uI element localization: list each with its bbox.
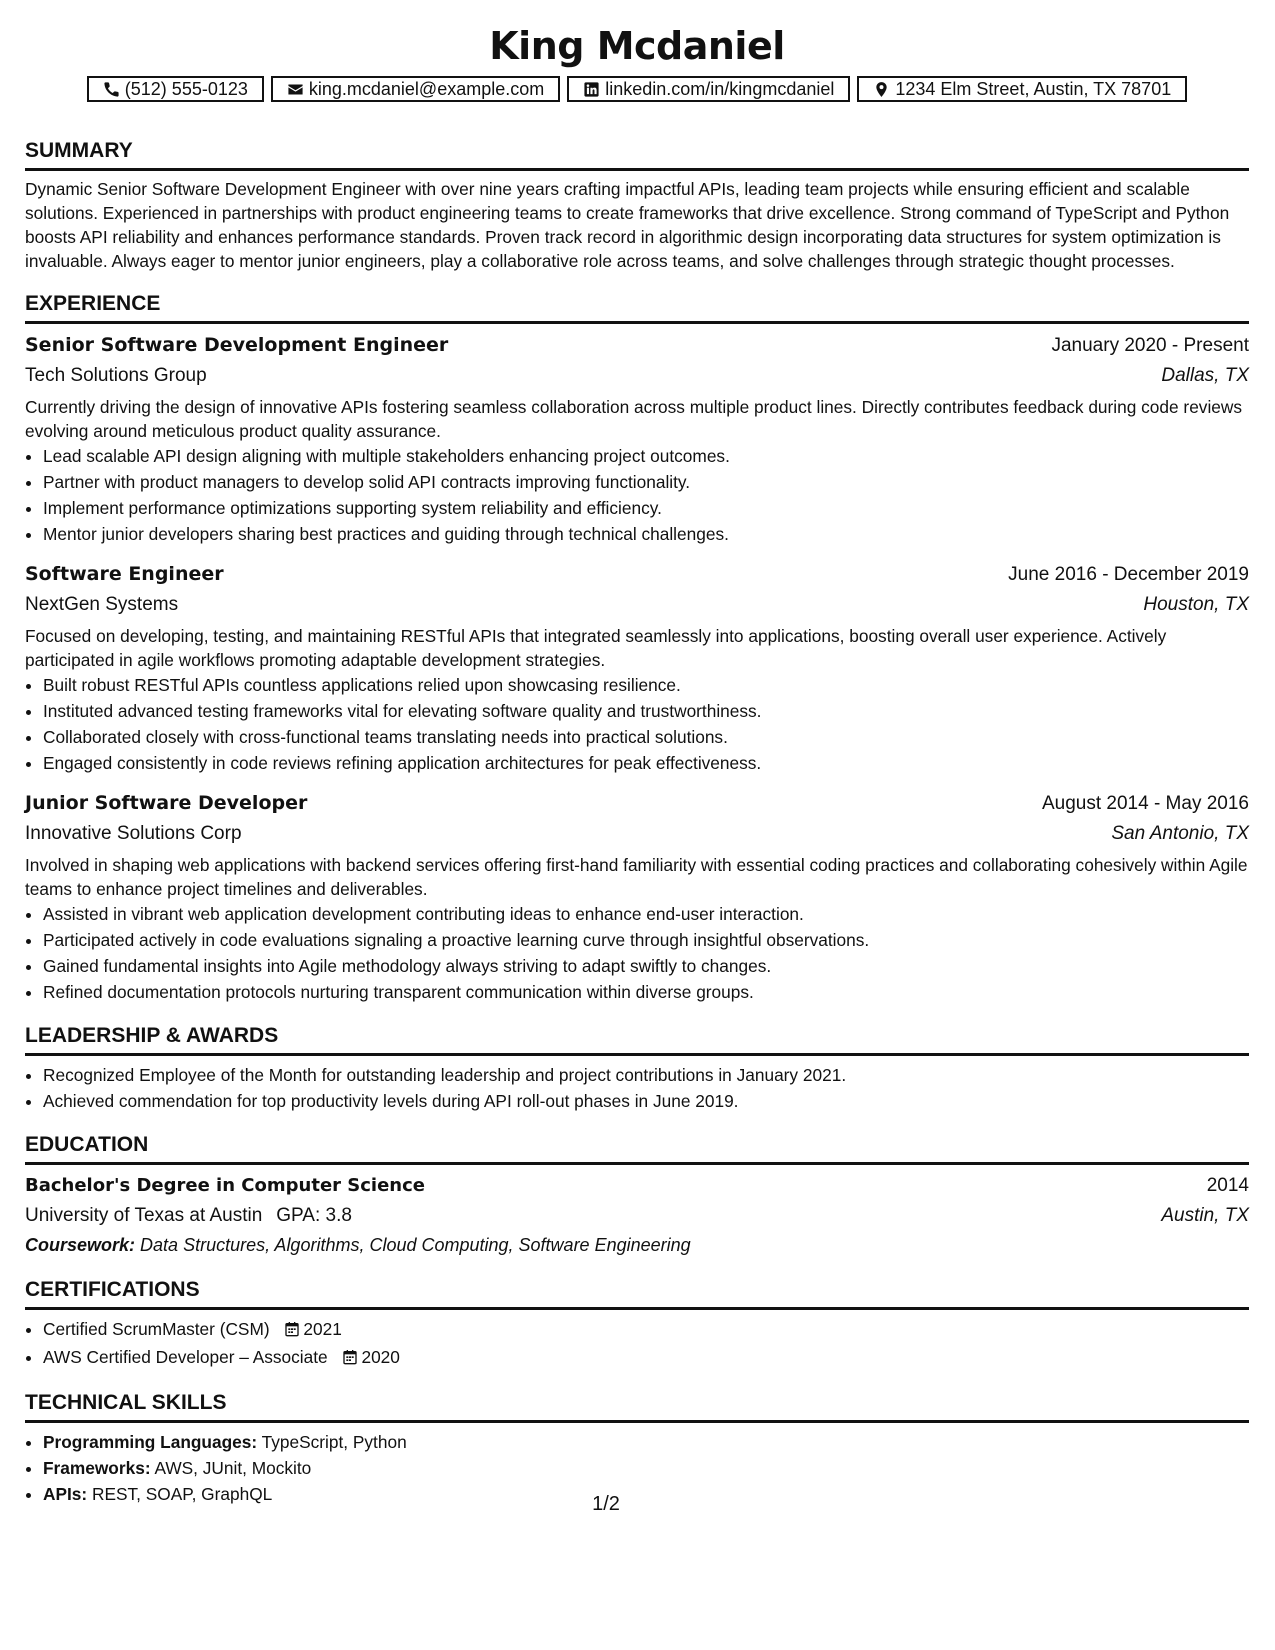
map-marker-icon [873,81,890,98]
education-section [25,1132,1249,1259]
linkedin-icon [583,81,600,98]
job-dates: August 2014 - May 2016 [1041,793,1249,814]
list-item: • Collaborated closely with cross-functional teams translating needs into practical solutions. [43,724,1249,750]
section-title-skills: TECHNICAL SKILLS [25,1390,1249,1423]
list-item [43,1455,1249,1481]
job-description: Involved in shaping web applications with backend services offering first-hand familiarity with essential coding practices and collaborating cohesively within Agile teams to enhance project timelines and deliverables. [25,855,1248,899]
section-title-leadership: LEADERSHIP & AWARDS [25,1023,1249,1056]
job-bullets [25,443,1249,547]
section-title-summary: SUMMARY [25,138,1249,171]
contact-phone-text: (512) 555-0123 [124,78,248,99]
skills-section [25,1390,1249,1507]
skill-value: TypeScript, Python [261,1432,407,1452]
job-company: NextGen Systems [25,594,179,615]
coursework-list: Data Structures, Algorithms, Cloud Computing, Software Engineering [140,1235,691,1255]
skill-label: Programming Languages: [43,1432,258,1452]
skill-value: AWS, JUnit, Mockito [154,1458,312,1478]
list-item [43,1429,1249,1455]
resume-page [25,22,1249,1507]
list-item: • Built robust RESTful APIs countless applications relied upon showcasing resilience. [43,672,1249,698]
cert-name: AWS Certified Developer – Associate [43,1347,328,1367]
education-location: Austin, TX [1161,1205,1249,1226]
envelope-icon [287,81,304,98]
job-location: San Antonio, TX [1111,823,1249,844]
list-item: • Recognized Employee of the Month for outstanding leadership and project contributions in January 2021. [43,1062,1249,1088]
contact-linkedin[interactable] [567,76,850,102]
certifications-section [25,1277,1249,1372]
list-item [43,1344,1249,1372]
contact-address[interactable] [857,76,1187,102]
job-description: Focused on developing, testing, and maintaining RESTful APIs that integrated seamlessly into applications, boosting overall user experience. Actively participated in agile workflows promoting adaptable development strategies. [25,626,1167,670]
section-title-education: EDUCATION [25,1132,1249,1165]
cert-name: Certified ScrumMaster (CSM) [43,1319,270,1339]
education-year: 2014 [1206,1175,1249,1196]
contact-bar [25,76,1249,102]
job-title: Junior Software Developer [25,792,308,814]
job-bullets [25,672,1249,776]
section-title-certifications: CERTIFICATIONS [25,1277,1249,1310]
coursework-label: Coursework: [25,1235,136,1255]
phone-icon [103,81,120,98]
experience-section [25,291,1249,1005]
job-location: Dallas, TX [1161,365,1249,386]
list-item: • Achieved commendation for top productivity levels during API roll-out phases in June 2019. [43,1088,1249,1114]
list-item: • Participated actively in code evaluations signaling a proactive learning curve through insightful observations. [43,927,1249,953]
list-item: • Engaged consistently in code reviews refining application architectures for peak effectiveness. [43,750,1249,776]
job-title: Senior Software Development Engineer [25,334,449,356]
job-title: Software Engineer [25,563,224,585]
job-location: Houston, TX [1143,594,1249,615]
contact-phone[interactable] [87,76,264,102]
cert-year: 2021 [303,1319,342,1339]
leadership-list [25,1062,1249,1114]
job-company: Innovative Solutions Corp [25,823,242,844]
job-entry [25,559,1249,776]
calendar-icon [284,1318,300,1344]
job-bullets [25,901,1249,1005]
list-item: • Gained fundamental insights into Agile methodology always striving to adapt swiftly to changes. [43,953,1249,979]
list-item: • Partner with product managers to develop solid API contracts improving functionality. [43,469,1249,495]
education-school: University of Texas at Austin [25,1205,263,1226]
list-item: • Refined documentation protocols nurturing transparent communication within diverse groups. [43,979,1249,1005]
contact-email-text: king.mcdaniel@example.com [308,78,545,99]
contact-address-text: 1234 Elm Street, Austin, TX 78701 [895,78,1172,99]
skill-label: Frameworks: [43,1458,151,1478]
list-item: • Mentor junior developers sharing best practices and guiding through technical challenges. [43,521,1249,547]
education-gpa: GPA: 3.8 [276,1205,352,1226]
skill-value: REST, SOAP, GraphQL [92,1484,273,1504]
job-dates: June 2016 - December 2019 [1008,564,1249,585]
list-item: • Implement performance optimizations supporting system reliability and efficiency. [43,495,1249,521]
page-number: 1/2 [592,1493,620,1515]
education-degree: Bachelor's Degree in Computer Science [25,1175,425,1196]
cert-year: 2020 [361,1347,400,1367]
contact-email[interactable] [271,76,560,102]
skill-label: APIs: [43,1484,88,1504]
list-item: • Instituted advanced testing frameworks vital for elevating software quality and trustworthiness. [43,698,1249,724]
leadership-section [25,1023,1249,1114]
job-company: Tech Solutions Group [25,365,207,386]
list-item [43,1316,1249,1344]
education-coursework [25,1231,1249,1259]
contact-linkedin-text: linkedin.com/in/kingmcdaniel [605,78,835,99]
certifications-list [25,1316,1249,1372]
job-entry [25,330,1249,547]
list-item: • Assisted in vibrant web application development contributing ideas to enhance end-user interaction. [43,901,1249,927]
candidate-name: King Mcdaniel [489,24,785,68]
section-title-experience: EXPERIENCE [25,291,1249,324]
job-dates: January 2020 - Present [1051,335,1249,356]
calendar-icon [342,1346,358,1372]
summary-text: Dynamic Senior Software Development Engineer with over nine years crafting impactful APIs, leading team projects while ensuring efficient and scalable solutions. Experienced in partnerships with product engineering teams to create frameworks that drive excellence. Strong command of TypeScript and Python boosts API reliability and enhances performance standards. Proven track record in algorithmic design incorporating data structures for system optimization is invaluable. Always eager to mentor junior engineers, play a collaborative role across teams, and solve challenges through strategic thought processes. [25,179,1230,271]
summary-section [25,138,1249,273]
job-entry [25,788,1249,1005]
job-description: Currently driving the design of innovative APIs fostering seamless collaboration across multiple product lines. Directly contributes feedback during code reviews evolving around meticulous product quality assurance. [25,397,1243,441]
list-item: • Lead scalable API design aligning with multiple stakeholders enhancing project outcomes. [43,443,1249,469]
